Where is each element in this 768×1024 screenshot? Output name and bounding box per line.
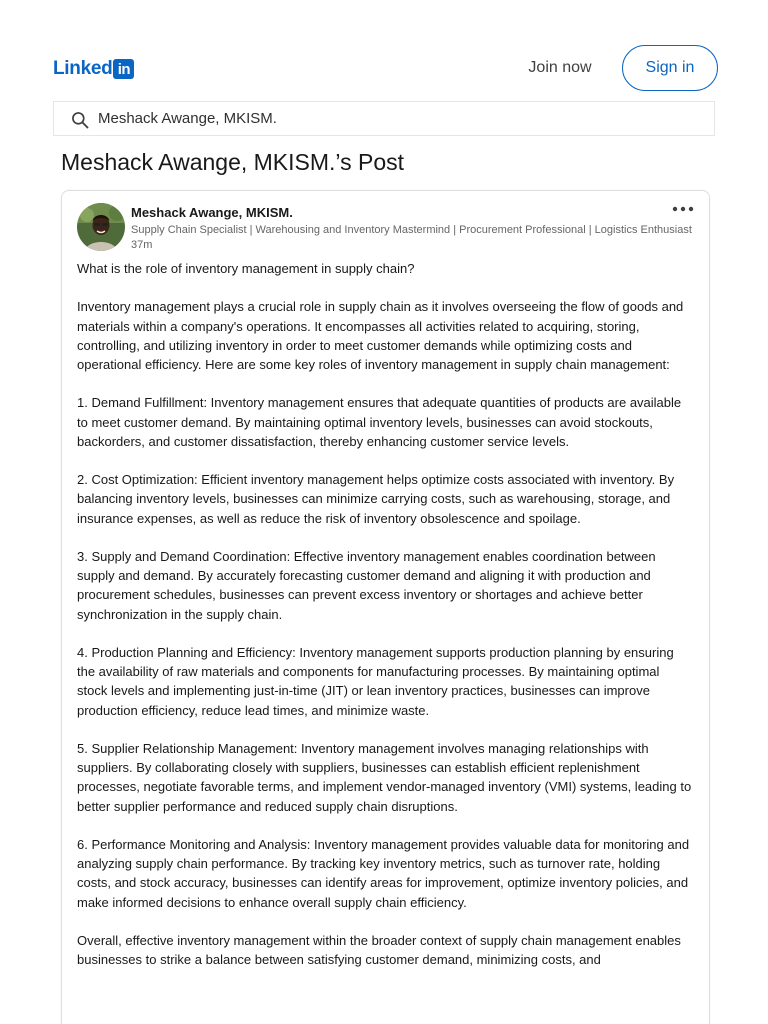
search-bar[interactable] [53, 101, 715, 136]
more-options-icon[interactable] [671, 201, 695, 217]
post-paragraph: 5. Supplier Relationship Management: Inventory management involves managing relationships with suppliers. By collaborating closely with suppliers, businesses can establish efficient replenishment processes, negotiate favorable terms, and implement vendor-managed inventory (VMI) systems, leading to better supplier performance and reduced supply chain disruptions. [77, 740, 692, 814]
author-headline: Supply Chain Specialist | Warehousing and Inventory Mastermind | Procurement Professional | Logistics Enthusiast [131, 224, 692, 236]
post-paragraph: 6. Performance Monitoring and Analysis: Inventory management provides valuable data for monitoring and analyzing supply chain performance. By tracking key inventory metrics, such as turnover rate, holding costs, and stock accuracy, businesses can identify areas for improvement, optimize inventory policies, and make informed decisions to enhance overall supply chain efficiency. [77, 836, 690, 910]
post-paragraph: Inventory management plays a crucial role in supply chain as it involves overseeing the flow of goods and materials within a company's operations. It encompasses all activities related to acquiring, storing, controlling, and utilizing inventory in order to meet customer demands while optimizing costs and operational efficiency. Here are some key roles of inventory management in supply chain management: [77, 299, 684, 372]
avatar[interactable] [77, 203, 125, 251]
post-paragraph: 4. Production Planning and Efficiency: Inventory management supports production planning by ensuring the availability of raw materials and components for manufacturing processes. By maintaining optimal stock levels and implementing just-in-time (JIT) or lean inventory practices, businesses can improve production efficiency, reduce lead times, and minimize waste. [77, 644, 674, 718]
post-paragraph: 1. Demand Fulfillment: Inventory management ensures that adequate quantities of products are available to meet customer demand. By maintaining optimal inventory levels, businesses can avoid stockouts, backorders, and customer dissatisfaction, thereby enhancing customer service levels. [77, 395, 682, 449]
linkedin-logo[interactable] [53, 58, 134, 80]
post-paragraph: 3. Supply and Demand Coordination: Effective inventory management enables coordination between supply and demand. By accurately forecasting customer demand and aligning it with production and procurement schedules, businesses can prevent excess inventory or shortages and achieve better synchronization in the supply chain. [77, 548, 656, 622]
author-name[interactable]: Meshack Awange, MKISM. [131, 205, 293, 220]
search-input[interactable] [98, 102, 698, 135]
search-icon[interactable] [70, 110, 90, 130]
page-title: Meshack Awange, MKISM.’s Post [61, 149, 405, 175]
post-card [61, 190, 710, 1024]
logo-wordmark: Linked [53, 58, 113, 79]
sign-in-button[interactable]: Sign in [622, 45, 718, 91]
avatar-photo [77, 203, 125, 251]
logo-in-box: in [113, 59, 134, 79]
post-paragraph: 2. Cost Optimization: Efficient inventory management helps optimize costs associated with inventory. By balancing inventory levels, businesses can minimize carrying costs, such as warehousing, storage, and insurance expenses, as well as reduce the risk of inventory obsolescence and spoilage. [77, 472, 675, 526]
post-paragraph: What is the role of inventory management in supply chain? [77, 261, 415, 276]
post-timestamp: 37m [131, 239, 153, 251]
post-body [77, 259, 693, 989]
post-paragraph: Overall, effective inventory management within the broader context of supply chain management enables businesses to strike a balance between satisfying customer demand, minimizing costs, and [77, 932, 681, 968]
join-now-button[interactable]: Join now [528, 59, 592, 76]
